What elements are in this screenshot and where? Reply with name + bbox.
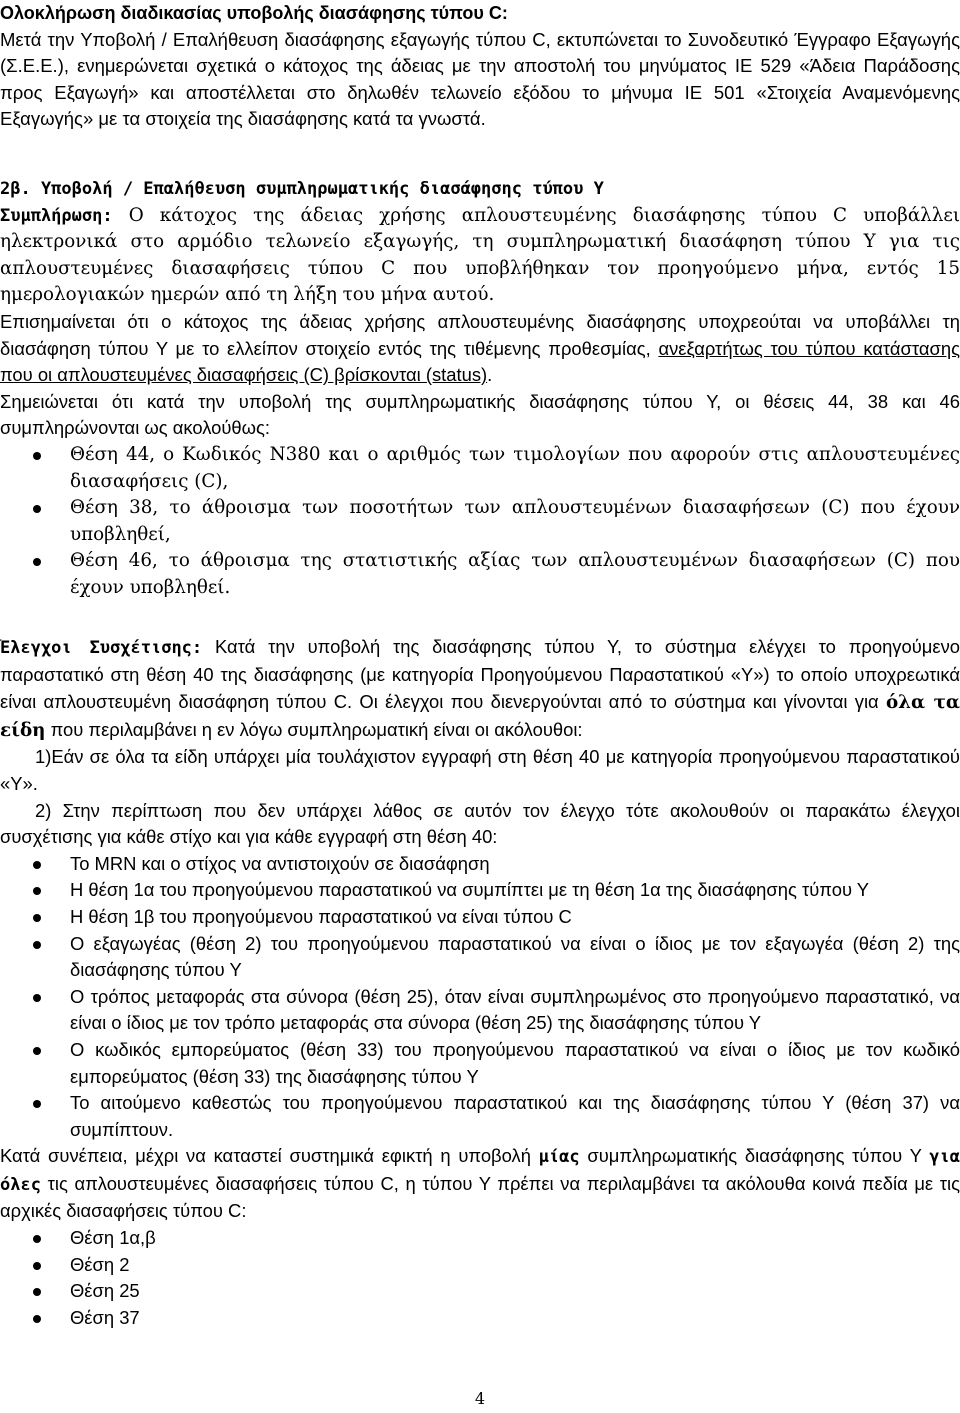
fields-list xyxy=(0,442,960,602)
bullet-icon xyxy=(33,1262,41,1270)
list-item: Ο τρόπος μεταφοράς στα σύνορα (θέση 25), όταν είναι συμπληρωμένος στο προηγούμενο παραστατικό, να είναι ο ίδιος με τον τρόπο μεταφοράς στα σύνορα (θέση 25) της διασάφησης τύπου Υ xyxy=(0,984,960,1037)
section-2b-heading: 2β. Υποβολή / Επαλήθευση συμπληρωματικής διασάφησης τύπου Υ xyxy=(0,179,604,199)
section-c-heading: Ολοκλήρωση διαδικασίας υποβολής διασάφησης τύπου C: xyxy=(0,3,508,23)
bullet-icon xyxy=(33,1100,41,1108)
completion-paragraph xyxy=(0,203,960,309)
common-fields-list xyxy=(0,1225,960,1331)
list-item: Θέση 1α,β xyxy=(0,1225,960,1252)
note-end: . xyxy=(487,364,493,386)
bullet-icon xyxy=(33,505,41,513)
list-item: Θέση 46, το άθροισμα της στατιστικής αξίας των απλουστευμένων διασαφήσεων (C) που έχουν υποβληθεί. xyxy=(0,548,960,601)
list-item: Θέση 38, το άθροισμα των ποσοτήτων των απλουστευμένων διασαφήσεων (C) που έχουν υποβληθεί, xyxy=(0,495,960,548)
bullet-icon xyxy=(33,1047,41,1055)
bullet-icon xyxy=(33,1288,41,1296)
completion-text: Ο κάτοχος της άδειας χρήσης απλουστευμένης διασάφησης τύπου C υποβάλλει ηλεκτρονικά στο αρμόδιο τελωνείο εξαγωγής, τη συμπληρωματική διασάφηση τύπου Υ για τις απλουστευμένες διασαφήσεις τύπου C που υποβλήθηκαν τον προηγούμενο μήνα, εντός 15 ημερολογιακών ημερών από τη λήξη του μήνα αυτού. xyxy=(0,204,960,306)
list-item: Η θέση 1α του προηγούμενου παραστατικού να συμπίπτει με τη θέση 1α της διασάφησης τύπου Υ xyxy=(0,877,960,904)
note-underlined-text: ανεξαρτήτως του τύπου κατάστασης που οι απλουστευμένες διασαφήσεις (C) βρίσκονται (status) xyxy=(0,337,960,386)
section-2b-block xyxy=(0,176,960,602)
bullet-icon xyxy=(33,452,41,460)
list-item: Θέση 25 xyxy=(0,1278,960,1305)
page-number: 4 xyxy=(474,1389,486,1408)
bullet-icon xyxy=(33,558,41,566)
list-item: Το MRN και ο στίχος να αντιστοιχούν σε διασάφηση xyxy=(0,851,960,878)
bullet-icon xyxy=(33,994,41,1002)
checks-label: Έλεγχοι Συσχέτισης: xyxy=(0,638,203,658)
conclusion-bold-one: μίας xyxy=(538,1147,580,1168)
list-item: Θέση 37 xyxy=(0,1305,960,1332)
conclusion-paragraph: Κατά συνέπεια, μέχρι να καταστεί συστημικά εφικτή η υποβολή μίας συμπληρωματικής διασάφησης τύπου Υ για όλες τις απλουστευμένες διασαφήσεις τύπου C, η τύπου Υ πρέπει να περιλαμβάνει τα ακόλουθα κοινά πεδία με τις αρχικές διασαφήσεις τύπου C: xyxy=(0,1145,960,1222)
checks-list xyxy=(0,851,960,1144)
section-c-block xyxy=(0,0,960,133)
section-c-text: Μετά την Υποβολή / Επαλήθευση διασάφησης εξαγωγής τύπου C, εκτυπώνεται το Συνοδευτικό Έγγραφο Εξαγωγής (Σ.Ε.Ε.), ενημερώνεται σχετικά ο κάτοχος της άδειας με την αποστολή του μηνύματος ΙΕ 529 «Άδεια Παράδοσης προς Εξαγωγή» και αποστέλλεται στο δηλωθέν τελωνείο εξόδου το μήνυμα ΙΕ 501 «Στοιχεία Αναμενόμενης Εξαγωγής» με τα στοιχεία της διασάφησης κατά τα γνωστά. xyxy=(0,28,960,130)
bullet-icon xyxy=(33,914,41,922)
checks-text: Κατά την υποβολή της διασάφησης τύπου Υ, το σύστημα ελέγχει το προηγούμενο παραστατικό στη θέση 40 της διασάφησης (με κατηγορία Προηγούμενου Παραστατικού «Y») το οποίο υποχρεωτικά είναι απλουστευμένη διασάφηση τύπου C. Οι έλεγχοι που διενεργούνται από το σύστημα και γίνονται για xyxy=(0,636,960,713)
list-item: Το αιτούμενο καθεστώς του προηγούμενου παραστατικού και της διασάφησης τύπου Υ (θέση 37) να συμπίπτουν. xyxy=(0,1090,960,1143)
note-paragraph xyxy=(0,309,960,389)
bullet-icon xyxy=(33,941,41,949)
checks-paragraph xyxy=(0,634,960,744)
list-item: Ο εξαγωγέας (θέση 2) του προηγούμενου παραστατικού να είναι ο ίδιος με τον εξαγωγέα (θέση 2) της διασάφησης τύπου Υ xyxy=(0,931,960,984)
list-item: Θέση 2 xyxy=(0,1252,960,1279)
conclusion-bold-all: για όλες xyxy=(0,1147,960,1195)
bullet-icon xyxy=(33,887,41,895)
bullet-icon xyxy=(33,861,41,869)
bullet-icon xyxy=(33,1315,41,1323)
checks-block xyxy=(0,634,960,1331)
list-item: Η θέση 1β του προηγούμενου παραστατικού να είναι τύπου C xyxy=(0,904,960,931)
list-item: Ο κωδικός εμπορεύματος (θέση 33) του προηγούμενου παραστατικού να είναι ο ίδιος με τον κωδικό εμπορεύματος (θέση 33) της διασάφησης τύπου Υ xyxy=(0,1037,960,1090)
check-2-text: 2) Στην περίπτωση που δεν υπάρχει λάθος σε αυτόν τον έλεγχο τότε ακολουθούν οι παρακάτω έλεγχοι συσχέτισης για κάθε στίχο και για κάθε εγγραφή στη θέση 40: xyxy=(0,799,960,848)
bullet-icon xyxy=(33,1235,41,1243)
note-text: Επισημαίνεται ότι ο κάτοχος της άδειας χρήσης απλουστευμένης διασάφησης υποχρεούται να υποβάλλει τη διασάφηση τύπου Υ με το ελλείπον στοιχείο εντός της τιθέμενης προθεσμίας, xyxy=(0,310,960,359)
completion-label: Συμπλήρωση: xyxy=(0,205,113,226)
fields-intro: Σημειώνεται ότι κατά την υποβολή της συμπληρωματικής διασάφησης τύπου Υ, οι θέσεις 44, 38 και 46 συμπληρώνονται ως ακολούθως: xyxy=(0,390,960,439)
checks-bold-all-items: όλα τα είδη xyxy=(0,692,960,741)
checks-text-end: που περιλαμβάνει η εν λόγω συμπληρωματική είναι οι ακόλουθοι: xyxy=(45,718,583,740)
list-item: Θέση 44, ο Κωδικός Ν380 και ο αριθμός των τιμολογίων που αφορούν στις απλουστευμένες διασαφήσεις (C), xyxy=(0,442,960,495)
check-1-text: 1)Εάν σε όλα τα είδη υπάρχει μία τουλάχιστον εγγραφή στη θέση 40 με κατηγορία προηγούμενου παραστατικού «Υ». xyxy=(0,746,960,794)
